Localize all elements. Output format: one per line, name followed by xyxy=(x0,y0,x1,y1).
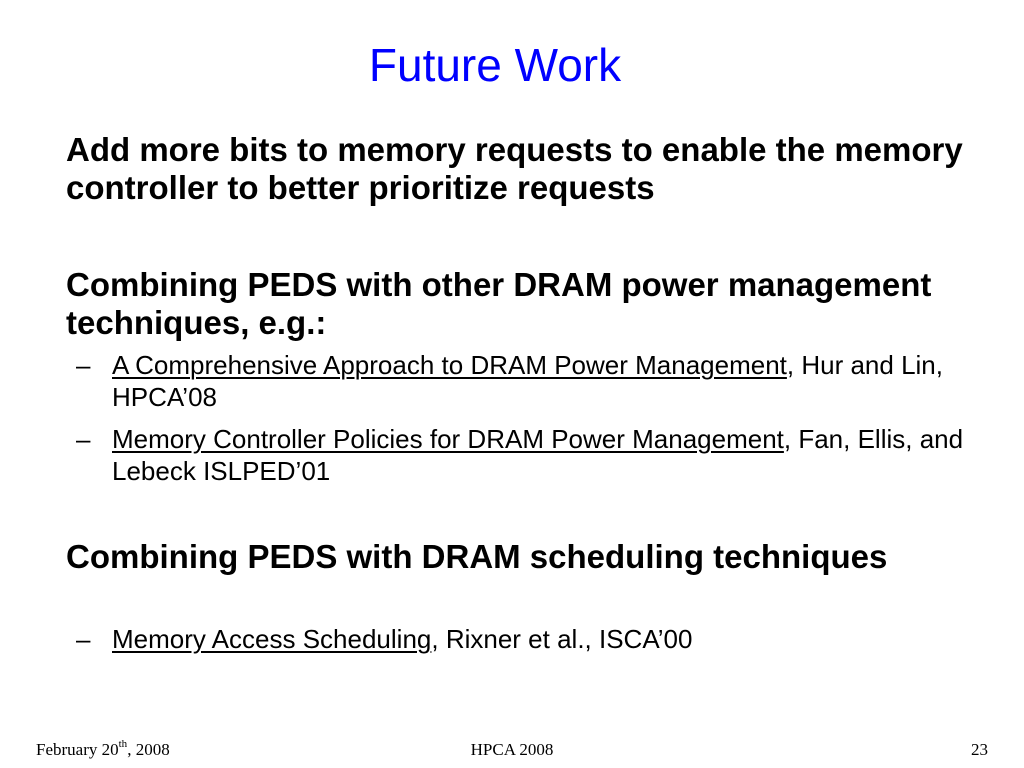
subitem-text xyxy=(112,623,976,655)
dash-marker: – xyxy=(76,424,91,454)
bullet-peds-scheduling: Combining PEDS with DRAM scheduling techniques xyxy=(66,538,888,575)
reference-title-link[interactable]: Memory Controller Policies for DRAM Power Management xyxy=(112,424,784,454)
reference-authors: , Fan, Ellis, and Lebeck ISLPED’01 xyxy=(112,424,964,486)
dash-marker: – xyxy=(76,624,91,654)
dash-marker: – xyxy=(76,350,91,380)
footer-date-suffix: , 2008 xyxy=(127,740,170,759)
reference-title-link[interactable]: Memory Access Scheduling xyxy=(112,624,432,654)
bullet-peds-power-management: Combining PEDS with other DRAM power management techniques, e.g.: xyxy=(66,266,932,341)
reference-authors: , Rixner et al., ISCA’00 xyxy=(431,624,693,654)
slide-title: Future Work xyxy=(368,39,622,91)
bullet-memory-request-bits: Add more bits to memory requests to enable the memory controller to better prioritize requests xyxy=(66,131,963,206)
footer-date-superscript: th xyxy=(118,738,128,751)
subitem-reference-hur-lin xyxy=(76,349,976,413)
footer-page-number: 23 xyxy=(971,740,988,759)
reference-authors: , Hur and Lin, HPCA’08 xyxy=(112,350,943,412)
subitem-reference-fan-ellis-lebeck xyxy=(76,423,976,487)
subitem-reference-rixner xyxy=(76,623,976,655)
footer-date-prefix: February 20 xyxy=(36,740,119,759)
footer-conference: HPCA 2008 xyxy=(470,740,554,759)
reference-title-link[interactable]: A Comprehensive Approach to DRAM Power Management xyxy=(112,350,787,380)
subitem-text xyxy=(112,423,976,487)
subitem-text xyxy=(112,349,976,413)
